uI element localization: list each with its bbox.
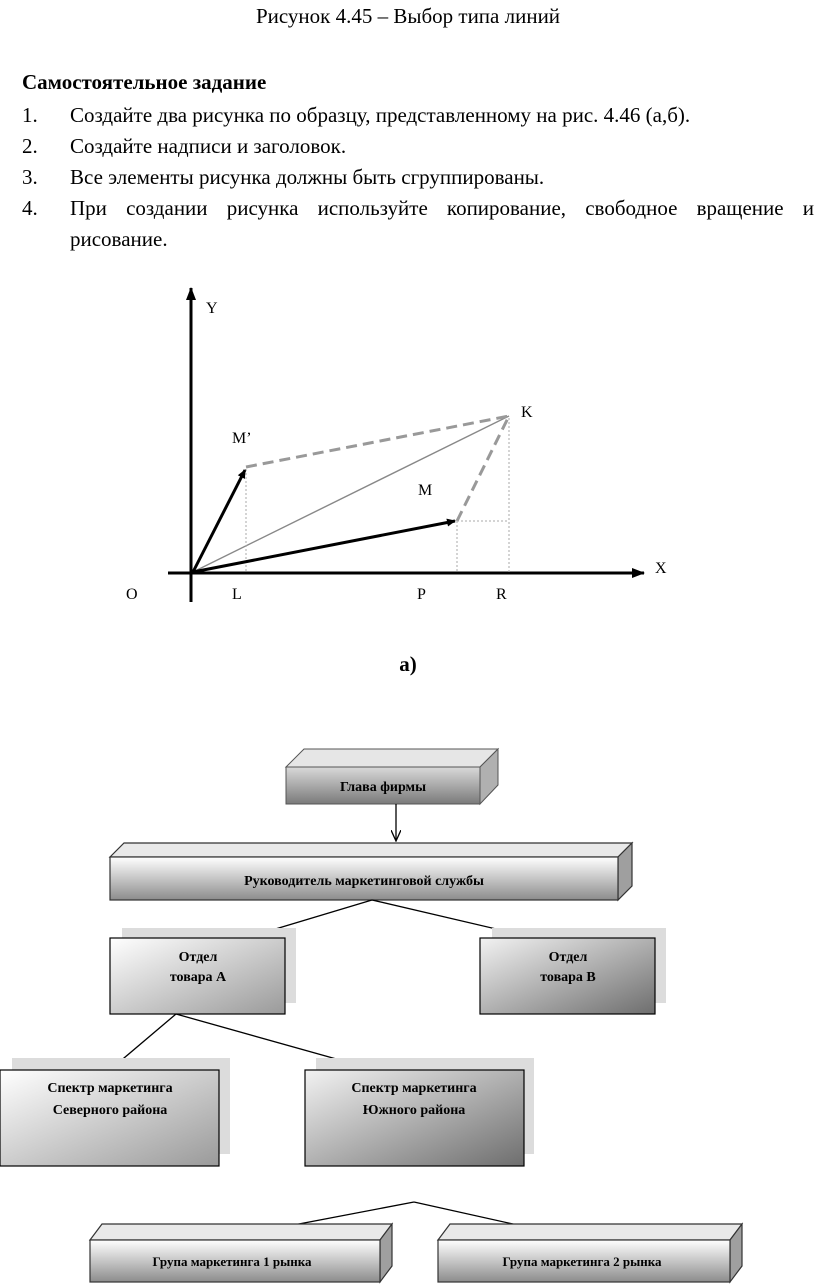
south-region-box: [305, 1058, 534, 1166]
group1-box: [90, 1224, 392, 1282]
label-x: X: [655, 560, 667, 577]
task-text: Создайте два рисунка по образцу, представленному на рис. 4.46 (а,б).: [70, 103, 691, 127]
dept-b-line2: товара В: [540, 970, 596, 985]
head-box: [286, 749, 498, 804]
label-m: M: [418, 482, 433, 499]
subfigure-caption: а): [399, 652, 417, 676]
group2-box: [438, 1224, 742, 1282]
label-m-prime: M’: [232, 430, 252, 447]
label-k: K: [521, 404, 533, 421]
vector-om-prime: [193, 470, 245, 572]
dept-a-line2: товара А: [169, 970, 227, 985]
north-region-box: [0, 1058, 230, 1166]
dashed-m-k: [457, 416, 509, 521]
north-line2: Северного района: [52, 1103, 168, 1118]
label-y: Y: [206, 300, 218, 317]
task-number: 1.: [22, 103, 38, 127]
task-number: 4.: [22, 196, 38, 220]
task-text: Все элементы рисунка должны быть сгруппированы.: [70, 165, 545, 189]
task-number: 3.: [22, 165, 38, 189]
task-title: Самостоятельное задание: [22, 70, 267, 94]
dept-b-line1: Отдел: [548, 950, 588, 965]
label-r: R: [496, 586, 507, 603]
vector-om: [193, 521, 455, 572]
group1-label: Група маркетинга 1 рынка: [152, 1254, 312, 1269]
dept-a-box: [110, 928, 296, 1014]
head-label: Глава фирмы: [339, 780, 427, 795]
dept-a-line1: Отдел: [178, 950, 218, 965]
figure-caption: Рисунок 4.45 – Выбор типа линий: [255, 4, 561, 28]
label-p: P: [417, 586, 426, 603]
org-chart: [0, 700, 816, 1286]
task-text: Создайте надписи и заголовок.: [70, 134, 347, 158]
south-line1: Спектр маркетинга: [351, 1081, 477, 1096]
dept-b-box: [480, 928, 666, 1014]
manager-label: Руководитель маркетинговой службы: [244, 874, 484, 889]
south-line2: Южного района: [362, 1103, 466, 1118]
manager-box: [110, 843, 632, 900]
task-text: При создании рисунка используйте копирование, свободное вращение и рисование.: [70, 196, 814, 251]
label-o: O: [126, 586, 138, 603]
task-number: 2.: [22, 134, 38, 158]
vector-diagram: [0, 0, 816, 640]
dashed-mprime-k: [246, 416, 509, 467]
group2-label: Група маркетинга 2 рынка: [502, 1254, 662, 1269]
label-l: L: [232, 586, 242, 603]
north-line1: Спектр маркетинга: [47, 1081, 173, 1096]
